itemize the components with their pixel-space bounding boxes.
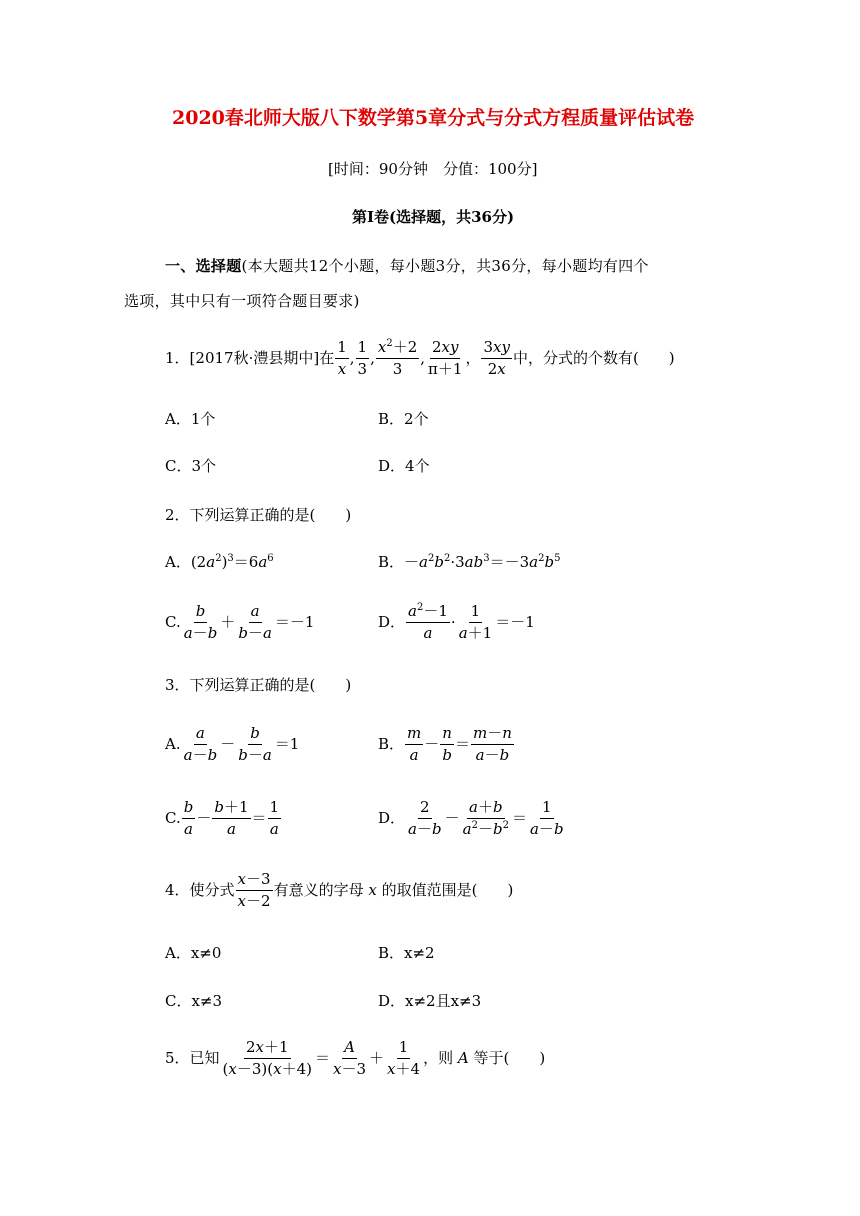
q4-post-b: 的取值范围是( ) — [381, 881, 514, 899]
q4-option-c: C．x≠3 — [165, 992, 223, 1010]
exam-info: [时间：90分钟 分值：100分] — [328, 160, 538, 178]
fraction: $\frac{1}{x}$ — [337, 338, 347, 378]
fraction: $\frac{1}{a-b}$ — [529, 798, 564, 838]
q2-option-d: D． $\frac{a^2-1}{a}$ · $\frac{1}{a+1}$ ＝－1 — [378, 602, 535, 642]
fraction: $\frac{2x+1}{(x-3)(x+4)}$ — [222, 1038, 312, 1078]
q4-pre: 4．使分式 — [165, 881, 235, 899]
fraction: $\frac{1}{x+4}$ — [387, 1038, 421, 1078]
fraction: $\frac{2}{a-b}$ — [408, 798, 442, 838]
fraction: $\frac{m}{a}$ — [407, 724, 422, 764]
q2-option-a: A．$(2a^2)^3=6a^6$ — [165, 553, 274, 571]
q1-option-b: B．2个 — [378, 410, 429, 428]
q1-option-a: A．1个 — [165, 410, 216, 428]
fraction: $\frac{b}{b-a}$ — [238, 724, 272, 764]
fraction: $\frac{b}{a-b}$ — [183, 602, 218, 642]
q5-var: A — [457, 1049, 469, 1067]
volume-heading: 第Ⅰ卷(选择题，共36分) — [352, 208, 515, 226]
fraction: $\frac{a^2-1}{a}$ — [408, 602, 448, 642]
q4-option-a: A．x≠0 — [165, 944, 222, 962]
q1-number: 1． — [165, 349, 190, 367]
q3-option-b: B． $\frac{m}{a}$ － $\frac{n}{b}$ ＝ $\frac{m-n}{a-b}$ — [378, 724, 512, 764]
q3-option-d: D． $\frac{2}{a-b}$ － $\frac{a+b}{a^2-b^2}$ ＝ $\frac{1}{a-b}$ — [378, 798, 564, 838]
q2-option-b: B．$-a^2b^2\cdot 3ab^3=-3a^2b^5$ — [378, 553, 561, 571]
q3-option-a: A. $\frac{a}{a-b}$ － $\frac{b}{b-a}$ ＝1 — [165, 724, 300, 764]
fraction: $\frac{3xy}{2x}$ — [483, 338, 510, 378]
q5-pre: 5．已知 — [165, 1049, 220, 1067]
question-2: 2．下列运算正确的是( ) — [165, 506, 352, 524]
fraction: $\frac{a+b}{a^2-b^2}$ — [462, 798, 509, 838]
question-3: 3．下列运算正确的是( ) — [165, 676, 352, 694]
q4-var: x — [368, 881, 377, 899]
fraction: $\frac{2xy}{\pi+1}$ — [428, 338, 463, 378]
fraction: $\frac{A}{x-3}$ — [333, 1038, 367, 1078]
question-4 — [165, 872, 513, 909]
fraction: $\frac{m-n}{a-b}$ — [472, 724, 512, 764]
question-5: 5．已知 $\frac{2x+1}{(x-3)(x+4)}$ ＝ $\frac{A}{x-3}$ ＋ $\frac{1}{x+4}$ ，则 A 等于( ) — [165, 1038, 546, 1078]
page-title: 2020春北师大版八下数学第5章分式与分式方程质量评估试卷 — [172, 107, 695, 129]
fraction: $\frac{a}{b-a}$ — [238, 602, 272, 642]
question-1: 1． [2017秋·澧县期中] 在 $\frac{1}{x}$ , $\frac{1}{3}$ , $\frac{x^2+2}{3}$ , $\frac{2xy}{\pi+1}$ ， $\frac{3xy}{2x}$ 中，分式的个数有( ) — [165, 338, 675, 378]
fraction: $\frac{a}{a-b}$ — [183, 724, 218, 764]
q1-source: [2017秋·澧县期中] — [189, 349, 320, 367]
fraction: $\frac{x-3}{x-2}$ — [237, 870, 271, 910]
section-desc: (本大题共12个小题，每小题3分，共36分，每小题均有四个 — [241, 257, 649, 275]
q1-option-c: C．3个 — [165, 457, 217, 475]
fraction: $\frac{1}{a+1}$ — [458, 602, 493, 642]
section-heading — [165, 259, 649, 274]
q5-post: ，则 — [423, 1049, 454, 1067]
section-title: 一、选择题 — [165, 257, 242, 275]
fraction: $\frac{n}{b}$ — [442, 724, 452, 764]
q5-post2: 等于( ) — [473, 1049, 546, 1067]
q1-option-d: D．4个 — [378, 457, 430, 475]
q4-option-b: B．x≠2 — [378, 944, 435, 962]
fraction: $\frac{1}{a}$ — [269, 798, 280, 838]
fraction: $\frac{1}{3}$ — [357, 338, 368, 378]
q4-option-d: D．x≠2且x≠3 — [378, 992, 482, 1010]
q3-option-c: C. $\frac{b}{a}$ － $\frac{b+1}{a}$ ＝ $\frac{1}{a}$ — [165, 798, 280, 838]
fraction: $\frac{x^2+2}{3}$ — [377, 338, 418, 378]
q2-option-c: C. $\frac{b}{a-b}$ ＋ $\frac{a}{b-a}$ ＝－1 — [165, 602, 315, 642]
fraction: $\frac{b}{a}$ — [183, 798, 194, 838]
section-desc-line2: 选项，其中只有一项符合题目要求) — [124, 292, 360, 310]
q1-post: 中，分式的个数有( ) — [512, 349, 675, 367]
fraction: $\frac{b+1}{a}$ — [214, 798, 249, 838]
q1-pre: 在 — [319, 349, 335, 367]
q4-post-a: 有意义的字母 — [273, 881, 364, 899]
